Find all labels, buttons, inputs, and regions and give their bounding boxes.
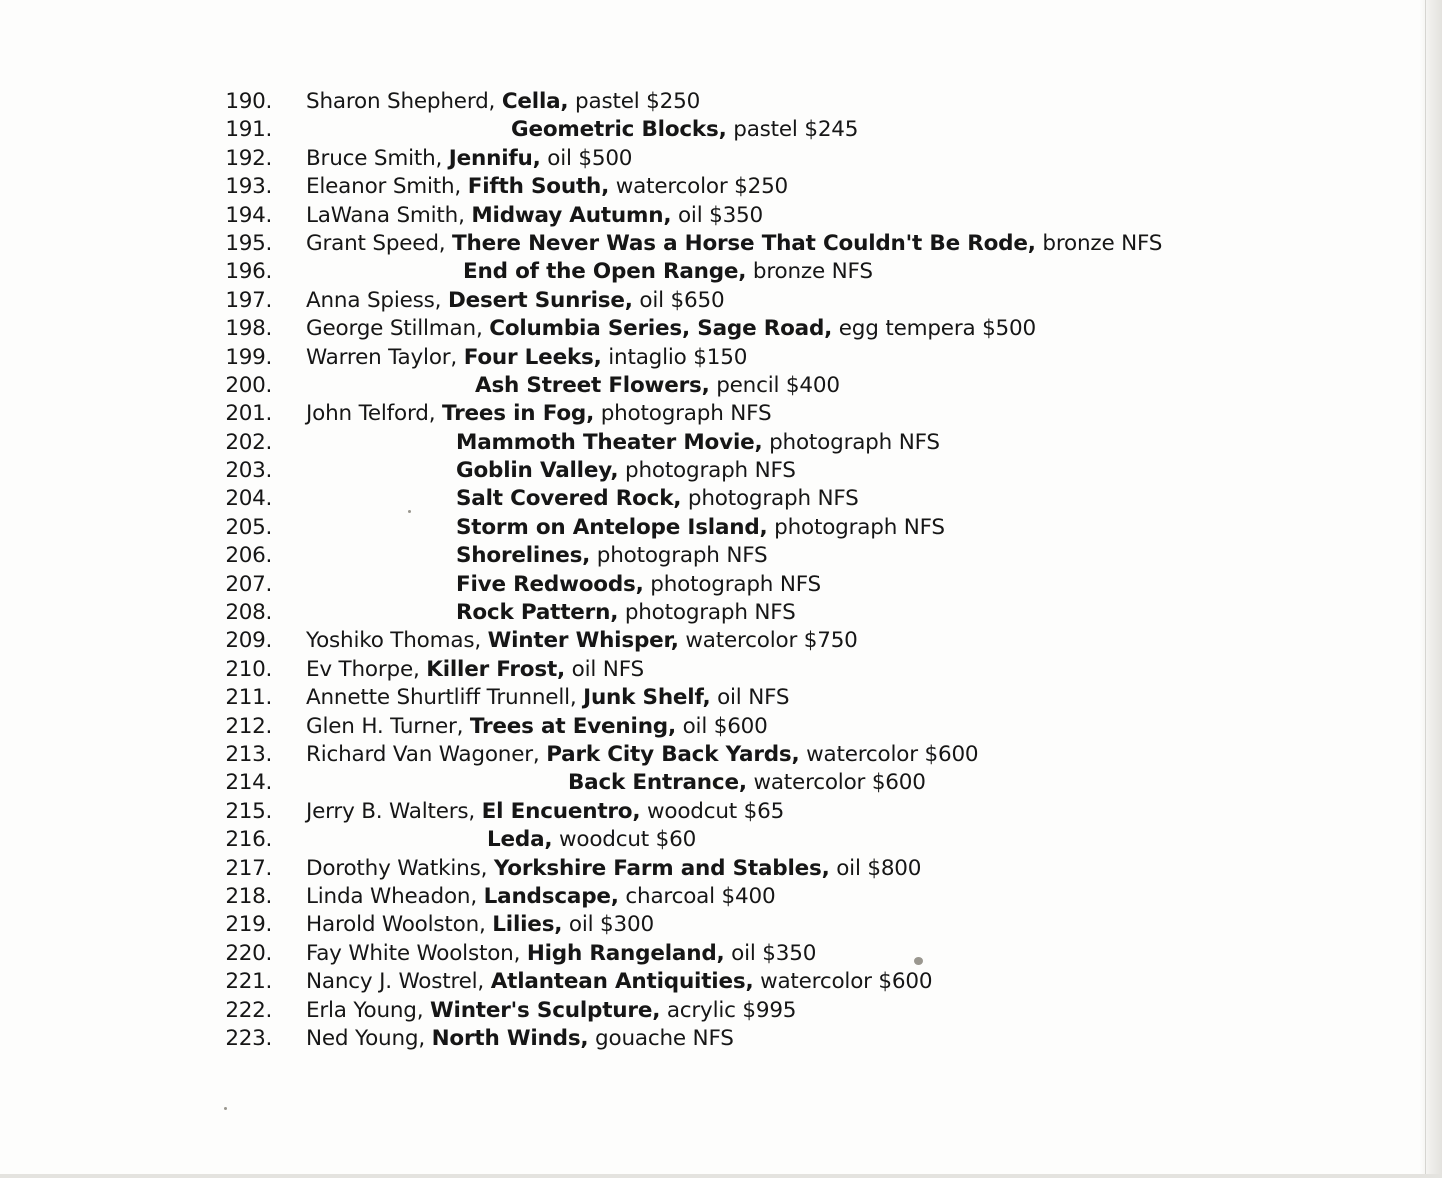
entry-number: 200. [225,372,272,398]
artwork-title: El Encuentro, [481,798,641,824]
page-edge-line [1425,0,1426,1178]
entry-text [456,542,767,570]
entry-text [306,400,771,428]
entry-text [306,741,978,769]
catalog-entry [0,997,1420,1025]
entry-number: 207. [225,571,272,597]
entry-number: 205. [225,514,272,540]
medium-and-price: oil $350 [731,940,817,966]
entry-number: 223. [225,1025,272,1051]
artist-name: Warren Taylor, [306,344,458,370]
artwork-title: Winter's Sculpture, [430,997,661,1023]
entry-number: 217. [225,855,272,881]
entry-number: 202. [225,429,272,455]
entry-number: 214. [225,770,272,796]
artist-name: Anna Spiess, [306,287,442,313]
artist-name: Linda Wheadon, [306,883,477,909]
catalog-entry [0,429,1420,457]
medium-and-price: oil NFS [717,685,790,711]
entry-number: 191. [225,117,272,143]
entry-text [475,372,840,400]
artist-name: Eleanor Smith, [306,174,462,200]
medium-and-price: photograph NFS [769,429,940,455]
entry-text [306,855,921,883]
medium-and-price: oil NFS [571,656,644,682]
catalog-entry [0,315,1420,343]
artwork-title: Junk Shelf, [583,685,711,711]
artist-name: LaWana Smith, [306,202,465,228]
medium-and-price: watercolor $600 [806,741,979,767]
page-edge-shadow [1420,0,1442,1178]
entry-number: 215. [225,798,272,824]
artwork-title: End of the Open Range, [463,259,747,285]
medium-and-price: pencil $400 [716,372,840,398]
entry-text [306,1025,734,1053]
artwork-title: Back Entrance, [568,770,747,796]
entry-text [456,599,796,627]
catalog-entry [0,571,1420,599]
artist-name: Jerry B. Walters, [306,798,476,824]
entry-text [568,769,926,797]
medium-and-price: photograph NFS [650,571,821,597]
entry-number: 193. [225,174,272,200]
catalog-entry [0,826,1420,854]
artist-name: Ned Young, [306,1025,425,1051]
artist-name: Harold Woolston, [306,912,486,938]
entry-text [456,571,821,599]
entry-number: 206. [225,543,272,569]
catalog-entry [0,684,1420,712]
artist-name: Dorothy Watkins, [306,855,488,881]
catalog-entry [0,173,1420,201]
entry-text [306,713,768,741]
catalog-entry [0,769,1420,797]
artwork-title: Rock Pattern, [456,600,619,626]
entry-number: 204. [225,486,272,512]
entry-text [306,315,1036,343]
artwork-title: Fifth South, [467,174,610,200]
artist-name: Annette Shurtliff Trunnell, [306,685,577,711]
entry-number: 216. [225,827,272,853]
entry-text [456,485,859,513]
medium-and-price: woodcut $65 [647,798,785,824]
entry-text [456,429,940,457]
entry-text [306,145,632,173]
medium-and-price: photograph NFS [687,486,859,512]
catalog-entry [0,1025,1420,1053]
artist-name: Nancy J. Wostrel, [306,969,485,995]
medium-and-price: photograph NFS [774,514,945,540]
entry-number: 211. [225,685,272,711]
entry-text [306,911,654,939]
medium-and-price: oil $650 [639,287,725,313]
catalog-entry [0,344,1420,372]
catalog-entry [0,230,1420,258]
medium-and-price: bronze NFS [1042,230,1163,256]
catalog-entry [0,485,1420,513]
entry-text [306,883,775,911]
artwork-title: Cella, [501,89,569,114]
catalog-entry [0,599,1420,627]
artwork-title: Yorkshire Farm and Stables, [493,855,830,881]
artwork-title: Jennifu, [448,145,541,171]
catalog-entry [0,145,1420,173]
artwork-title: Columbia Series, Sage Road, [489,316,833,342]
artwork-title: Geometric Blocks, [511,117,727,143]
catalog-list [0,88,1420,1053]
artist-name: Grant Speed, [306,230,446,256]
entry-number: 212. [225,713,272,739]
medium-and-price: woodcut $60 [559,827,697,853]
medium-and-price: watercolor $750 [685,628,858,654]
entry-text [306,287,724,315]
entry-text [306,968,932,996]
catalog-entry [0,855,1420,883]
catalog-entry [0,656,1420,684]
artwork-title: Desert Sunrise, [447,287,633,313]
entry-text [463,258,873,286]
medium-and-price: photograph NFS [600,401,772,427]
entry-text [306,230,1162,258]
entry-number: 198. [225,316,272,342]
catalog-entry [0,627,1420,655]
artwork-title: Winter Whisper, [487,628,679,654]
artwork-title: Five Redwoods, [456,571,644,597]
catalog-entry [0,883,1420,911]
catalog-entry [0,116,1420,144]
artwork-title: Killer Frost, [426,656,566,682]
medium-and-price: pastel $245 [733,117,859,143]
artist-name: Richard Van Wagoner, [306,741,540,767]
catalog-entry [0,713,1420,741]
entry-number: 196. [225,259,272,285]
artwork-title: Storm on Antelope Island, [456,514,768,540]
medium-and-price: photograph NFS [624,600,796,626]
medium-and-price: photograph NFS [596,543,768,569]
artist-name: Bruce Smith, [306,145,443,171]
catalog-entry [0,372,1420,400]
medium-and-price: watercolor $600 [753,770,926,796]
entry-text [306,88,700,116]
medium-and-price: oil $600 [682,713,768,739]
entry-number: 210. [225,656,272,682]
entry-text [306,798,784,826]
artwork-title: Shorelines, [456,543,591,569]
artwork-title: There Never Was a Horse That Couldn't Be Rode, [452,230,1036,256]
entry-text [511,116,858,144]
artwork-title: Salt Covered Rock, [456,486,682,512]
entry-number: 192. [225,145,272,171]
artist-name: Yoshiko Thomas, [306,628,481,654]
catalog-entry [0,968,1420,996]
entry-number: 195. [225,230,272,256]
artwork-title: Ash Street Flowers, [475,372,710,398]
catalog-entry [0,741,1420,769]
entry-number: 190. [225,89,272,114]
entry-text [487,826,696,854]
catalog-entry [0,88,1420,116]
medium-and-price: egg tempera $500 [838,316,1036,342]
catalog-entry [0,798,1420,826]
catalog-entry [0,258,1420,286]
entry-number: 218. [225,883,272,909]
entry-text [306,656,644,684]
entry-number: 194. [225,202,272,228]
artwork-title: Trees in Fog, [441,401,595,427]
medium-and-price: photograph NFS [625,458,796,484]
entry-text [306,173,788,201]
entry-text [456,514,945,542]
entry-number: 209. [225,628,272,654]
medium-and-price: acrylic $995 [666,997,797,1023]
artwork-title: Atlantean Antiquities, [490,969,754,995]
medium-and-price: bronze NFS [752,259,873,285]
catalog-entry [0,457,1420,485]
artwork-title: Trees at Evening, [469,713,676,739]
artwork-title: Leda, [487,827,553,853]
catalog-entry [0,911,1420,939]
entry-number: 201. [225,401,272,427]
entry-text [306,344,747,372]
artist-name: George Stillman, [306,316,483,342]
entry-number: 221. [225,969,272,995]
entry-text [306,940,816,968]
artist-name: Sharon Shepherd, [306,89,496,114]
medium-and-price: oil $800 [836,855,922,881]
artwork-title: Mammoth Theater Movie, [456,429,763,455]
page-bottom-edge [0,1174,1442,1178]
entry-text [306,202,763,230]
catalog-entry [0,940,1420,968]
artwork-title: North Winds, [431,1025,589,1051]
catalog-entry [0,542,1420,570]
catalog-entry [0,202,1420,230]
entry-number: 213. [225,741,272,767]
catalog-entry [0,514,1420,542]
artwork-title: Goblin Valley, [456,458,619,484]
artwork-title: Four Leeks, [463,344,602,370]
artist-name: Fay White Woolston, [306,940,521,966]
entry-number: 219. [225,912,272,938]
entry-number: 199. [225,344,272,370]
artist-name: Ev Thorpe, [306,656,420,682]
entry-number: 222. [225,997,272,1023]
artwork-title: Park City Back Yards, [546,741,800,767]
entry-number: 220. [225,940,272,966]
catalog-entry [0,400,1420,428]
medium-and-price: watercolor $250 [615,174,789,200]
entry-number: 208. [225,600,272,626]
entry-number: 197. [225,287,272,313]
entry-text [306,684,789,712]
medium-and-price: charcoal $400 [625,883,776,909]
medium-and-price: oil $350 [677,202,764,228]
artwork-title: Landscape, [483,883,619,909]
artwork-title: High Rangeland, [526,940,725,966]
entry-number: 203. [225,458,272,484]
catalog-entry [0,287,1420,315]
paper-speck [224,1107,227,1110]
artist-name: Erla Young, [306,997,424,1023]
medium-and-price: pastel $250 [575,89,701,114]
medium-and-price: oil $300 [568,912,654,938]
medium-and-price: intaglio $150 [608,344,748,370]
entry-text [456,457,796,485]
artist-name: John Telford, [306,401,436,427]
medium-and-price: oil $500 [547,145,633,171]
entry-text [306,627,858,655]
medium-and-price: watercolor $600 [760,969,933,995]
artwork-title: Lilies, [492,912,563,938]
artwork-title: Midway Autumn, [471,202,672,228]
artist-name: Glen H. Turner, [306,713,464,739]
entry-text [306,997,796,1025]
medium-and-price: gouache NFS [595,1025,734,1051]
